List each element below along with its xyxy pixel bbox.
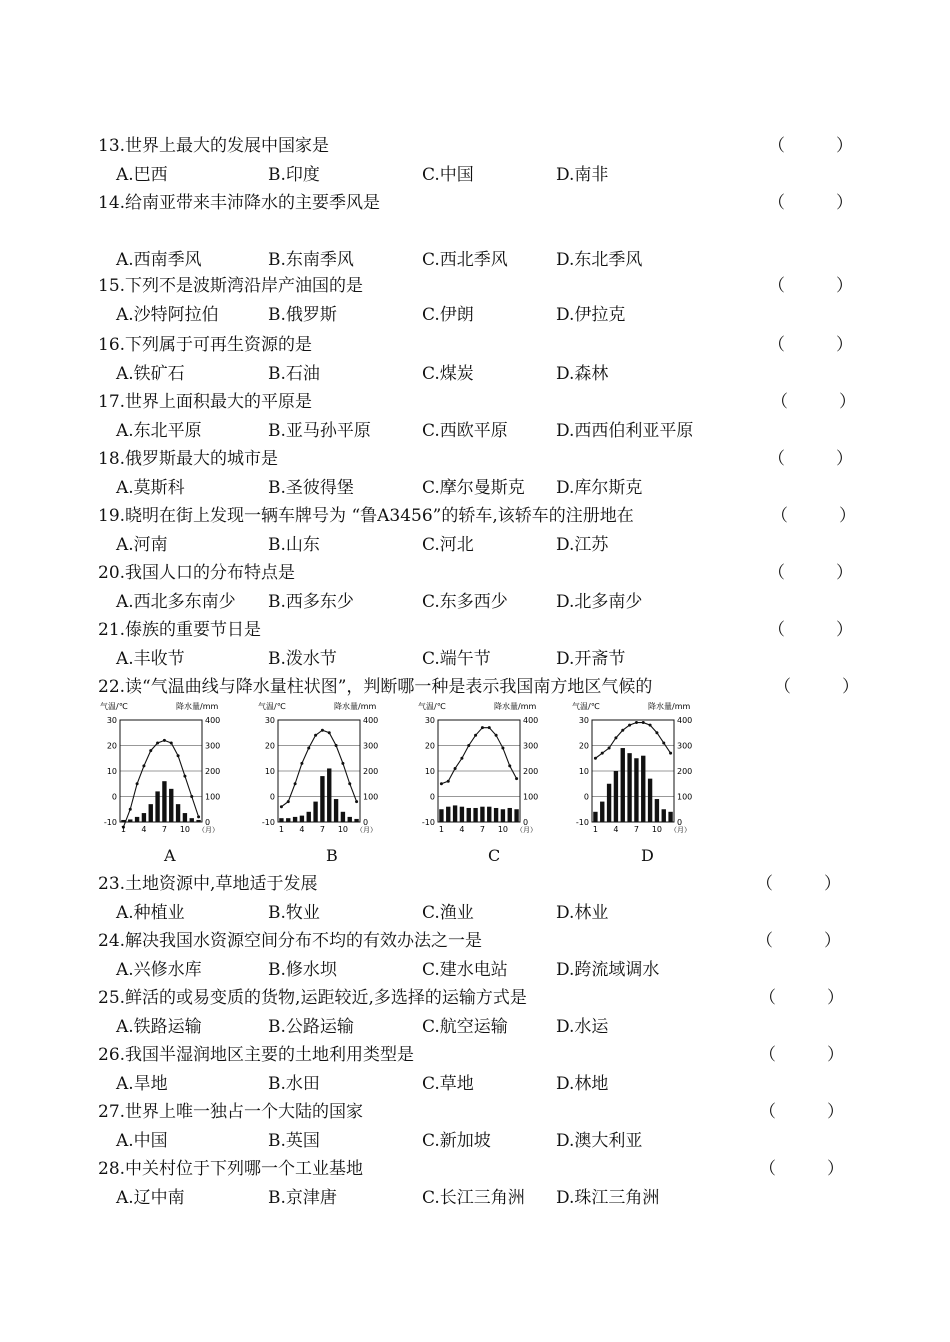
precip-bar [149, 804, 153, 822]
temp-point [614, 736, 617, 739]
precip-tick-label: 400 [205, 716, 221, 725]
precip-bar [279, 818, 283, 822]
temp-tick-label: 20 [106, 741, 117, 751]
temp-point [488, 726, 491, 729]
temp-point [307, 747, 310, 750]
precip-bar [348, 817, 352, 822]
answer-option[interactable]: B.水田 [268, 1074, 320, 1094]
precip-tick-label: 0 [205, 818, 211, 827]
temp-tick-label: 30 [264, 716, 275, 725]
answer-option[interactable]: C.伊朗 [422, 305, 474, 325]
precip-tick-label: 200 [523, 767, 539, 776]
precip-axis-title: 降水量/mm [494, 702, 537, 711]
precip-bar [508, 808, 512, 822]
answer-option[interactable]: B.公路运输 [268, 1017, 354, 1037]
climate-chart-b [256, 700, 396, 840]
month-tick-label: 1 [592, 825, 598, 834]
answer-option[interactable]: C.端午节 [422, 649, 491, 669]
temp-point [328, 731, 331, 734]
temp-curve [595, 723, 670, 759]
answer-option[interactable]: B.西多东少 [268, 592, 354, 612]
answer-blank[interactable]: （ ） [768, 449, 853, 469]
precip-bar [668, 812, 672, 822]
precip-bar [641, 756, 645, 822]
temp-point [300, 762, 303, 765]
answer-option[interactable]: A.西南季风 [116, 250, 202, 270]
temp-point [280, 805, 283, 808]
answer-blank[interactable]: （ ） [774, 677, 859, 697]
temp-point [495, 734, 498, 737]
temp-tick-label: 10 [578, 767, 589, 776]
precip-bar [634, 758, 638, 822]
precip-bar [196, 820, 200, 822]
answer-option[interactable]: A.辽中南 [116, 1188, 185, 1208]
question-stem: 28.中关村位于下列哪一个工业基地 [98, 1159, 364, 1179]
answer-option[interactable]: D.库尔斯克 [556, 478, 643, 498]
temp-curve [281, 730, 356, 807]
answer-blank[interactable]: （ ） [771, 392, 856, 412]
answer-option[interactable]: D.珠江三角洲 [556, 1188, 660, 1208]
answer-option[interactable]: D.伊拉克 [556, 305, 626, 325]
question-stem: 17.世界上面积最大的平原是 [98, 392, 313, 412]
month-tick-label: 7 [319, 825, 325, 834]
month-tick-label: 4 [141, 825, 147, 834]
temp-point [197, 815, 200, 818]
answer-option[interactable]: B.印度 [268, 165, 320, 185]
temp-point [440, 782, 443, 785]
answer-option[interactable]: B.东南季风 [268, 250, 354, 270]
precip-bar [334, 799, 338, 822]
answer-option[interactable]: C.航空运输 [422, 1017, 508, 1037]
temp-point [149, 749, 152, 752]
temp-point [669, 752, 672, 755]
precip-tick-label: 300 [363, 741, 379, 751]
answer-blank[interactable]: （ ） [759, 1045, 844, 1065]
chart-label-c: C [488, 846, 501, 865]
climate-chart-a [98, 700, 238, 840]
month-tick-label: 10 [497, 825, 509, 834]
month-tick-label: 7 [479, 825, 485, 834]
answer-option[interactable]: D.林业 [556, 903, 609, 923]
precip-bar [190, 818, 194, 822]
precip-bar [128, 819, 132, 822]
temp-point [649, 724, 652, 727]
temp-point [601, 752, 604, 755]
temp-point [642, 721, 645, 724]
answer-option[interactable]: C.长江三角洲 [422, 1188, 525, 1208]
answer-option[interactable]: B.俄罗斯 [268, 305, 337, 325]
temp-tick-label: -10 [421, 818, 435, 827]
answer-option[interactable]: B.山东 [268, 535, 320, 555]
answer-option[interactable]: C.西欧平原 [422, 421, 508, 441]
precip-bar [183, 813, 187, 822]
question-stem: 18.俄罗斯最大的城市是 [98, 449, 279, 469]
precip-bar [487, 807, 491, 822]
temp-point [635, 721, 638, 724]
precip-tick-label: 0 [363, 818, 369, 827]
question-stem: 25.鲜活的或易变质的货物,运距较近,多选择的运输方式是 [98, 988, 527, 1008]
precip-tick-label: 400 [677, 716, 693, 725]
answer-option[interactable]: A.河南 [116, 535, 168, 555]
precip-bar [627, 753, 631, 822]
precip-bar [313, 802, 317, 822]
temp-point [341, 762, 344, 765]
precip-tick-label: 100 [205, 792, 221, 802]
temp-point [129, 808, 132, 811]
temp-axis-title: 气温/℃ [258, 702, 286, 711]
answer-option[interactable]: A.巴西 [116, 165, 168, 185]
temp-point [501, 747, 504, 750]
precip-bar [155, 791, 159, 822]
answer-option[interactable]: D.澳大利亚 [556, 1131, 643, 1151]
precip-tick-label: 400 [363, 716, 379, 725]
temp-curve [441, 728, 516, 784]
temp-point [655, 731, 658, 734]
temp-point [454, 767, 457, 770]
precip-tick-label: 100 [677, 792, 693, 802]
temp-tick-label: 0 [583, 792, 589, 802]
answer-blank[interactable]: （ ） [759, 1102, 844, 1122]
temp-tick-label: 0 [429, 792, 435, 802]
temp-point [321, 729, 324, 732]
question-stem: 15.下列不是波斯湾沿岸产油国的是 [98, 276, 364, 296]
answer-option[interactable]: A.东北平原 [116, 421, 202, 441]
precip-tick-label: 300 [677, 741, 693, 751]
precip-bar [600, 802, 604, 822]
temp-tick-label: 10 [264, 767, 275, 776]
month-unit-label: （月） [356, 826, 377, 834]
precip-bar [354, 819, 358, 822]
temp-point [474, 734, 477, 737]
temp-point [335, 744, 338, 747]
temp-point [447, 780, 450, 783]
month-tick-label: 1 [278, 825, 284, 834]
question-stem: 21.傣族的重要节日是 [98, 620, 262, 640]
temp-tick-label: 0 [111, 792, 117, 802]
precip-bar [607, 784, 611, 822]
answer-option[interactable]: B.泼水节 [268, 649, 337, 669]
precip-bar [439, 809, 443, 822]
temp-curve [123, 740, 198, 827]
month-unit-label: （月） [670, 826, 691, 834]
question-stem: 26.我国半湿润地区主要的土地利用类型是 [98, 1045, 415, 1065]
precip-bar [648, 779, 652, 822]
month-tick-label: 10 [651, 825, 663, 834]
answer-option[interactable]: D.西西伯利亚平原 [556, 421, 694, 441]
precip-tick-label: 200 [205, 767, 221, 776]
answer-blank[interactable]: （ ） [756, 874, 841, 894]
answer-option[interactable]: C.煤炭 [422, 364, 474, 384]
precip-bar [446, 807, 450, 822]
precip-bar [655, 799, 659, 822]
answer-option[interactable]: B.修水坝 [268, 960, 337, 980]
precip-bar [662, 809, 666, 822]
month-tick-label: 4 [299, 825, 305, 834]
temp-point [515, 777, 518, 780]
precip-bar [480, 807, 484, 822]
month-tick-label: 10 [337, 825, 349, 834]
answer-blank[interactable]: （ ） [768, 193, 853, 213]
month-tick-label: 7 [633, 825, 639, 834]
precip-tick-label: 100 [523, 792, 539, 802]
answer-option[interactable]: C.西北季风 [422, 250, 508, 270]
answer-option[interactable]: B.英国 [268, 1131, 320, 1151]
answer-blank[interactable]: （ ） [768, 276, 853, 296]
precip-tick-label: 0 [677, 818, 683, 827]
temp-point [136, 782, 139, 785]
answer-option[interactable]: D.江苏 [556, 535, 609, 555]
precip-axis-title: 降水量/mm [176, 702, 219, 711]
answer-option[interactable]: D.水运 [556, 1017, 609, 1037]
answer-blank[interactable]: （ ） [759, 988, 844, 1008]
precip-bar [320, 776, 324, 822]
month-unit-label: （月） [198, 826, 219, 834]
precip-axis-title: 降水量/mm [334, 702, 377, 711]
answer-option[interactable]: C.东多西少 [422, 592, 508, 612]
answer-blank[interactable]: （ ） [756, 931, 841, 951]
temp-axis-title: 气温/℃ [100, 702, 128, 711]
answer-option[interactable]: D.北多南少 [556, 592, 643, 612]
precip-tick-label: 200 [363, 767, 379, 776]
answer-option[interactable]: B.石油 [268, 364, 320, 384]
answer-option[interactable]: C.中国 [422, 165, 474, 185]
precip-bar [176, 804, 180, 822]
temp-tick-label: 10 [424, 767, 435, 776]
answer-blank[interactable]: （ ） [768, 563, 853, 583]
chart-label-a: A [164, 846, 176, 865]
answer-blank[interactable]: （ ） [771, 506, 856, 526]
month-tick-label: 1 [120, 825, 126, 834]
precip-tick-label: 200 [677, 767, 693, 776]
precip-bar [142, 813, 146, 822]
temp-tick-label: 0 [269, 792, 275, 802]
temp-tick-label: 30 [424, 716, 435, 725]
temp-point [481, 726, 484, 729]
answer-option[interactable]: A.旱地 [116, 1074, 168, 1094]
answer-option[interactable]: C.河北 [422, 535, 474, 555]
answer-option[interactable]: B.圣彼得堡 [268, 478, 354, 498]
temp-point [662, 741, 665, 744]
temp-point [314, 734, 317, 737]
temp-point [621, 729, 624, 732]
temp-point [594, 757, 597, 760]
question-stem: 27.世界上唯一独占一个大陆的国家 [98, 1102, 364, 1122]
answer-option[interactable]: D.开斋节 [556, 649, 626, 669]
precip-bar [460, 807, 464, 822]
precip-bar [135, 817, 139, 822]
temp-point [608, 747, 611, 750]
precip-tick-label: 300 [523, 741, 539, 751]
precip-bar [501, 809, 505, 822]
temp-point [348, 782, 351, 785]
chart-label-b: B [326, 846, 338, 865]
answer-option[interactable]: A.铁路运输 [116, 1017, 202, 1037]
answer-option[interactable]: A.西北多东南少 [116, 592, 236, 612]
answer-blank[interactable]: （ ） [768, 620, 853, 640]
answer-option[interactable]: A.种植业 [116, 903, 185, 923]
precip-bar [453, 805, 457, 822]
answer-option[interactable]: A.沙特阿拉伯 [116, 305, 219, 325]
answer-option[interactable]: A.丰收节 [116, 649, 185, 669]
precip-tick-label: 400 [523, 716, 539, 725]
question-stem: 16.下列属于可再生资源的是 [98, 335, 313, 355]
answer-option[interactable]: C.摩尔曼斯克 [422, 478, 525, 498]
precip-bar [473, 808, 477, 822]
precip-tick-label: 300 [205, 741, 221, 751]
answer-option[interactable]: C.渔业 [422, 903, 474, 923]
temp-tick-label: -10 [575, 818, 589, 827]
precip-bar [614, 771, 618, 822]
precip-axis-title: 降水量/mm [648, 702, 691, 711]
climate-chart-d [570, 700, 710, 840]
temp-point [355, 800, 358, 803]
month-tick-label: 1 [438, 825, 444, 834]
precip-bar [162, 781, 166, 822]
question-stem: 24.解决我国水资源空间分布不均的有效办法之一是 [98, 931, 483, 951]
temp-tick-label: 30 [578, 716, 589, 725]
temp-tick-label: -10 [103, 818, 117, 827]
question-stem: 14.给南亚带来丰沛降水的主要季风是 [98, 193, 381, 213]
temp-point [508, 764, 511, 767]
answer-option[interactable]: A.铁矿石 [116, 364, 185, 384]
temp-tick-label: 10 [106, 767, 117, 776]
question-stem: 19.晓明在街上发现一辆车牌号为 “鲁A3456”的轿车,该轿车的注册地在 [98, 506, 634, 526]
answer-option[interactable]: A.中国 [116, 1131, 168, 1151]
answer-blank[interactable]: （ ） [768, 136, 853, 156]
precip-bar [341, 812, 345, 822]
month-tick-label: 4 [459, 825, 465, 834]
precip-bar [327, 768, 331, 822]
precip-bar [307, 812, 311, 822]
precip-bar [593, 812, 597, 822]
precip-tick-label: 100 [363, 792, 379, 802]
temp-point [294, 782, 297, 785]
answer-option[interactable]: D.森林 [556, 364, 609, 384]
answer-blank[interactable]: （ ） [768, 335, 853, 355]
precip-bar [293, 817, 297, 822]
climate-charts [98, 700, 738, 870]
month-tick-label: 7 [161, 825, 167, 834]
temp-point [287, 800, 290, 803]
climate-chart-c [416, 700, 556, 840]
precip-bar [514, 809, 518, 822]
answer-option[interactable]: D.林地 [556, 1074, 609, 1094]
question-stem: 23.土地资源中,草地适于发展 [98, 874, 318, 894]
answer-option[interactable]: B.京津唐 [268, 1188, 337, 1208]
answer-option[interactable]: D.东北季风 [556, 250, 643, 270]
temp-point [170, 741, 173, 744]
temp-point [467, 744, 470, 747]
temp-tick-label: 20 [424, 741, 435, 751]
precip-bar [467, 808, 471, 822]
answer-option[interactable]: D.跨流域调水 [556, 960, 660, 980]
answer-blank[interactable]: （ ） [759, 1159, 844, 1179]
precip-tick-label: 0 [523, 818, 529, 827]
precip-bar [286, 818, 290, 822]
chart-label-d: D [641, 846, 654, 865]
answer-option[interactable]: D.南非 [556, 165, 609, 185]
question-stem: 20.我国人口的分布特点是 [98, 563, 296, 583]
month-tick-label: 10 [179, 825, 191, 834]
precip-bar [300, 816, 304, 822]
temp-axis-title: 气温/℃ [572, 702, 600, 711]
temp-tick-label: 30 [106, 716, 117, 725]
temp-point [628, 724, 631, 727]
answer-option[interactable]: A.兴修水库 [116, 960, 202, 980]
precip-bar [494, 808, 498, 822]
temp-point [163, 739, 166, 742]
temp-tick-label: -10 [261, 818, 275, 827]
answer-option[interactable]: B.亚马孙平原 [268, 421, 371, 441]
temp-point [142, 764, 145, 767]
answer-option[interactable]: A.莫斯科 [116, 478, 185, 498]
answer-option[interactable]: C.新加坡 [422, 1131, 491, 1151]
temp-axis-title: 气温/℃ [418, 702, 446, 711]
temp-point [177, 754, 180, 757]
temp-point [190, 795, 193, 798]
temp-point [156, 741, 159, 744]
precip-bar [169, 789, 173, 822]
precip-bar [621, 748, 625, 822]
question-stem: 13.世界上最大的发展中国家是 [98, 136, 330, 156]
temp-point [183, 775, 186, 778]
temp-tick-label: 20 [264, 741, 275, 751]
answer-option[interactable]: B.牧业 [268, 903, 320, 923]
question-stem: 22.读“气温曲线与降水量柱状图”，判断哪一种是表示我国南方地区气候的 [98, 677, 653, 697]
month-unit-label: （月） [516, 826, 537, 834]
answer-option[interactable]: C.草地 [422, 1074, 474, 1094]
temp-tick-label: 20 [578, 741, 589, 751]
month-tick-label: 4 [613, 825, 619, 834]
answer-option[interactable]: C.建水电站 [422, 960, 508, 980]
temp-point [460, 757, 463, 760]
